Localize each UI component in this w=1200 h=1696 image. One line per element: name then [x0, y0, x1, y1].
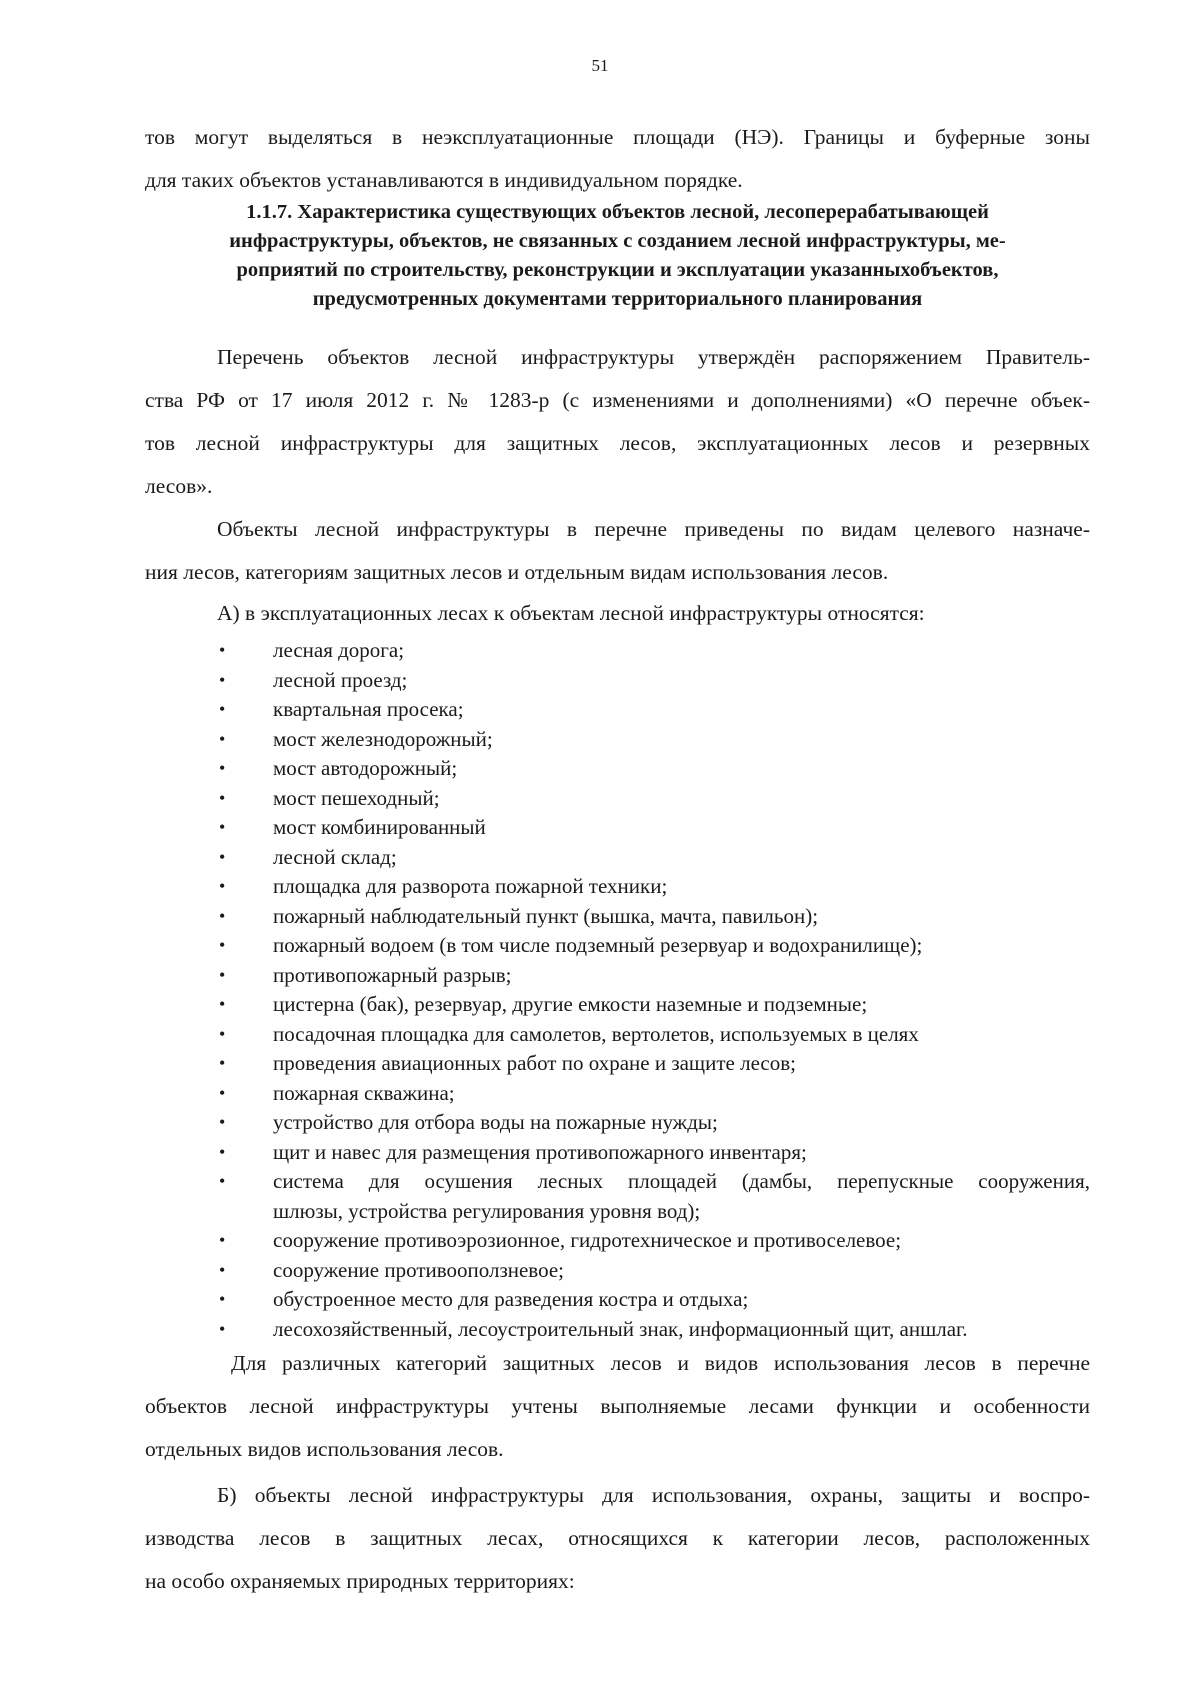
list-item: • лесной склад;	[145, 843, 1090, 873]
heading-line-1: 1.1.7. Характеристика существующих объектов лесной, лесоперерабатывающей	[246, 201, 989, 223]
list-item-continuation: шлюзы, устройства регулирования уровня вод);	[273, 1198, 701, 1223]
bullet-icon: •	[219, 1112, 226, 1132]
para5-line-1: Б) объекты лесной инфраструктуры для использования, охраны, защиты и воспро-	[217, 1483, 1090, 1507]
list-item: • лесной проезд;	[145, 666, 1090, 696]
bullet-icon: •	[219, 669, 226, 690]
list-item: • сооружение противооползневое;	[145, 1256, 1090, 1286]
paragraph-4	[145, 1342, 1090, 1471]
para4-line-2: объектов лесной инфраструктуры учтены выполняемые лесами функции и особенности	[145, 1394, 1090, 1418]
heading-line-4: предусмотренных документами территориального планирования	[312, 288, 923, 310]
list-item: • мост комбинированный	[145, 813, 1090, 843]
bullet-icon: •	[219, 1171, 226, 1191]
para5-line-2: изводства лесов в защитных лесах, относящихся к категории лесов, расположенных	[145, 1526, 1090, 1550]
paragraph-5	[145, 1474, 1090, 1603]
bullet-icon: •	[219, 1259, 226, 1280]
para5-line-3: на особо охраняемых природных территориях:	[145, 1569, 575, 1593]
intro-line-2: для таких объектов устанавливаются в индивидуальном порядке.	[145, 168, 743, 192]
list-item: • посадочная площадка для самолетов, вертолетов, используемых в целях	[145, 1020, 1090, 1050]
bullet-icon: •	[219, 640, 226, 660]
bullet-icon: •	[219, 758, 226, 778]
intro-paragraph	[145, 116, 1090, 202]
heading-line-2: инфраструктуры, объектов, не связанных с созданием лесной инфраструктуры, ме-	[229, 230, 1006, 252]
list-item: • противопожарный разрыв;	[145, 961, 1090, 991]
para4-line-3: отдельных видов использования лесов.	[145, 1437, 504, 1461]
para1-line-1: Перечень объектов лесной инфраструктуры утверждён распоряжением Правитель-	[217, 345, 1090, 369]
bullet-icon: •	[219, 846, 226, 867]
infrastructure-list	[145, 636, 1090, 1344]
bullet-icon: •	[219, 817, 226, 837]
paragraph-3	[145, 592, 1090, 635]
bullet-icon: •	[219, 728, 226, 749]
bullet-icon: •	[219, 1082, 226, 1103]
list-item: • сооружение противоэрозионное, гидротехническое и противоселевое;	[145, 1226, 1090, 1256]
list-item: • мост пешеходный;	[145, 784, 1090, 814]
list-item: • площадка для разворота пожарной техники;	[145, 872, 1090, 902]
para2-line-2: ния лесов, категориям защитных лесов и отдельным видам использования лесов.	[145, 560, 889, 584]
bullet-icon: •	[219, 1230, 226, 1250]
para3-line-1: А) в эксплуатационных лесах к объектам лесной инфраструктуры относятся:	[217, 601, 925, 625]
para2-line-1: Объекты лесной инфраструктуры в перечне приведены по видам целевого назначе-	[217, 517, 1090, 541]
bullet-icon: •	[219, 1141, 226, 1162]
para4-line-1: Для различных категорий защитных лесов и видов использования лесов в перечне	[231, 1351, 1090, 1375]
list-item: • квартальная просека;	[145, 695, 1090, 725]
bullet-icon: •	[219, 935, 226, 955]
bullet-icon: •	[219, 1023, 226, 1044]
bullet-icon: •	[219, 699, 226, 719]
list-item: • устройство для отбора воды на пожарные нужды;	[145, 1108, 1090, 1138]
paragraph-2	[145, 508, 1090, 594]
list-item: • пожарный наблюдательный пункт (вышка, мачта, павильон);	[145, 902, 1090, 932]
bullet-icon: •	[219, 994, 226, 1014]
list-item: • лесохозяйственный, лесоустроительный знак, информационный щит, аншлаг.	[145, 1315, 1090, 1345]
list-item: • обустроенное место для разведения костра и отдыха;	[145, 1285, 1090, 1315]
bullet-icon: •	[219, 1289, 226, 1309]
bullet-icon: •	[219, 964, 226, 985]
bullet-icon: •	[219, 787, 226, 808]
list-item: • пожарный водоем (в том числе подземный резервуар и водохранилище);	[145, 931, 1090, 961]
bullet-icon: •	[219, 876, 226, 896]
page-number: 51	[591, 56, 609, 75]
bullet-icon: •	[219, 905, 226, 926]
list-item: • мост железнодорожный;	[145, 725, 1090, 755]
heading-line-3: роприятий по строительству, реконструкции и эксплуатации указанныхобъектов,	[236, 259, 999, 281]
section-heading	[145, 198, 1090, 314]
list-item: • щит и навес для размещения противопожарного инвентаря;	[145, 1138, 1090, 1168]
para1-line-3: тов лесной инфраструктуры для защитных лесов, эксплуатационных лесов и резервных	[145, 431, 1090, 455]
list-item: • цистерна (бак), резервуар, другие емкости наземные и подземные;	[145, 990, 1090, 1020]
list-item: • пожарная скважина;	[145, 1079, 1090, 1109]
para1-line-2: ства РФ от 17 июля 2012 г. № 1283-р (с изменениями и дополнениями) «О перечне объек-	[145, 388, 1090, 412]
para1-line-4: лесов».	[145, 474, 213, 498]
list-item: • система для осушения лесных площадей (дамбы, перепускные сооружения, шлюзы, устройства регулирования уровня вод);	[145, 1167, 1090, 1226]
list-item: • мост автодорожный;	[145, 754, 1090, 784]
bullet-icon: •	[219, 1318, 226, 1339]
bullet-icon: •	[219, 1053, 226, 1073]
list-item: • проведения авиационных работ по охране и защите лесов;	[145, 1049, 1090, 1079]
paragraph-1	[145, 336, 1090, 508]
intro-line-1: тов могут выделяться в неэксплуатационные площади (НЭ). Границы и буферные зоны	[145, 125, 1090, 149]
list-item: • лесная дорога;	[145, 636, 1090, 666]
